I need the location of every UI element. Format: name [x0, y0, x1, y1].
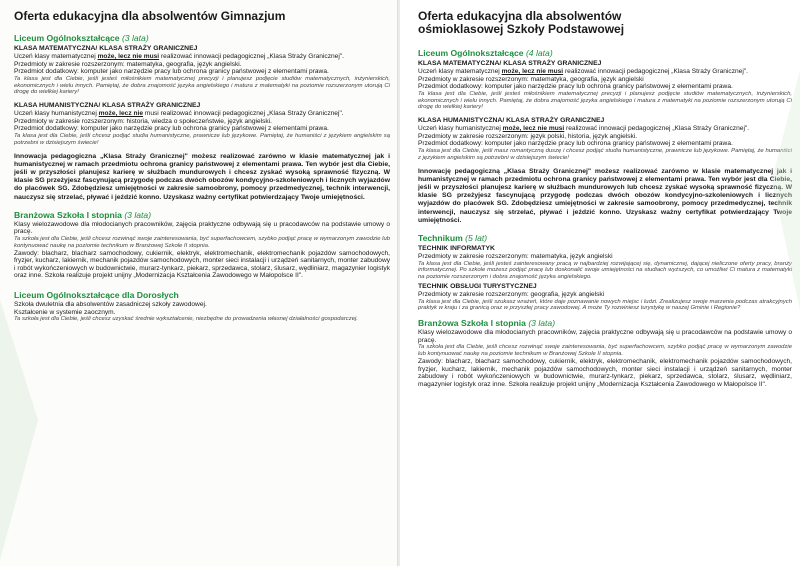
leaf-decoration-icon	[770, 70, 800, 310]
class-note: Ta klasa jest dla Ciebie, jeśli chcesz podjąć studia humanistyczne, prawnicze lub językowe. Pamiętaj, że humaniści z językiem angielskim są potrzebni w dzisiejszym świecie!	[14, 132, 390, 146]
school-note: Ta szkoła jest dla Ciebie, jeśli chcesz uzyskać średnie wykształcenie, niezbędne do prowadzenia własnej działalności gospodarczej.	[14, 316, 358, 323]
class-note: Ta klasa jest dla Ciebie, jeśli jesteś miłośnikiem matematycznej precyzji i planujesz podjęcie studiów matematycznych, inżynierskich, ekonomicznych i wielu innych. Pamiętaj, że dobra znajomość języka angielskiego i matura z matematyki na poziomie rozszerzonym utorują Ci drogę do wielkiej kariery!	[418, 90, 792, 111]
right-page	[400, 0, 800, 566]
school-note: Ta szkoła jest dla Ciebie, jeśli chcesz rozwinąć swoje zainteresowania, być superfachowcem, szybko podjąć pracę w wymarzonym zawodzie lub kontynuować naukę na poziomie technikum w Branżowej Szkole II stopnia.	[14, 235, 390, 249]
class-intro: Uczeń klasy matematycznej może, lecz nie musi realizować innowacji pedagogicznej „Klasa Straży Granicznej".	[418, 68, 748, 75]
class-extra: Przedmiot dodatkowy: komputer jako narzędzie pracy lub ochrona granicy państwowej z elementami prawa.	[14, 125, 329, 133]
school-text-2: Kształcenie w systemie zaocznym.	[14, 308, 116, 316]
class-extra: Przedmiot dodatkowy: komputer jako narzędzie pracy lub ochrona granicy państwowej z elementami prawa.	[14, 68, 329, 76]
class-subjects: Przedmioty w zakresie rozszerzonym: matematyka, język angielski	[418, 252, 613, 260]
school-heading-branzowa: Branżowa Szkoła I stopnia (3 lata)	[418, 318, 556, 329]
class-name: KLASA MATEMATYCZNA/ KLASA STRAŻY GRANICZNEJ	[418, 60, 602, 67]
left-page-title: Oferta edukacyjna dla absolwentów Gimnazjum	[14, 9, 286, 23]
class-name: KLASA MATEMATYCZNA/ KLASA STRAŻY GRANICZNEJ	[14, 45, 198, 52]
class-extra: Przedmiot dodatkowy: komputer jako narzędzie pracy lub ochrona granicy państwowej z elementami prawa.	[418, 140, 733, 148]
school-heading-technikum: Technikum (5 lat)	[418, 232, 488, 243]
class-note: Ta klasa jest dla Ciebie, jeśli jesteś miłośnikiem matematycznej precyzji i planujesz podjęcie studiów matematycznych, inżynierskich, ekonomicznych i wielu innych. Pamiętaj, że dobra znajomość języka angielskiego i matura z matematyki na poziomie rozszerzonym utorują Ci drogę do wielkiej kariery!	[14, 75, 390, 96]
class-note: Ta klasa jest dla Ciebie, jeśli jesteś zainteresowany pracą w najbardziej rozwijającej się, dynamicznej, dającej nieliczone oferty pracy, branży informatycznej. Po szkole możesz podjąć pracę lub doskonalić swoje umiejętności na studiach wyższych, co umożliwi Ci matura z matematyki na poziomie rozszerzonym i dobra znajomość języka angielskiego.	[418, 260, 792, 281]
school-text: Klasy wielozawodowe dla młodocianych pracowników, zajęcia praktyczne odbywają się u pracodawców na podstawie umowy o pracę.	[418, 329, 792, 344]
innovation-description: Innowacja pedagogiczna „Klasa Straży Granicznej" możesz realizować zarówno w klasie matematycznej jak i humanistycznej w ramach przedmiotu ochrona granicy państwowej z elementami prawa. Ten wybór jest dla Ciebie, jeśli w przyszłości planujesz karierę w służbach mundurowych i chcesz zyskać wysoką sprawność fizyczną. W klasie SG przeżyjesz fascynującą przygodę podczas dwóch obozów kondycyjno-szkoleniowych i licznych wyjazdów do placówek SG. Zdobędziesz umiejętności w zakresie samoobrony, pomocy przedmedycznej, technik interwencji, nauczysz się strzelać, pływać i jeździć konno. Uzyskasz ważny certyfikat potwierdzający Twoje umiejętności.	[14, 152, 390, 201]
leaf-decoration-icon	[0, 300, 40, 560]
school-heading-lo-dorosli: Liceum Ogólnokształcące dla Dorosłych	[14, 289, 179, 300]
class-subjects: Przedmioty w zakresie rozszerzonym: geografia, język angielski	[418, 290, 605, 298]
class-name: TECHNIK INFORMATYK	[418, 244, 495, 252]
class-name: KLASA HUMANISTYCZNA/ KLASA STRAŻY GRANICZNEJ	[14, 102, 201, 110]
left-page	[0, 0, 398, 566]
class-note: Ta klasa jest dla Ciebie, jeśli masz romantyczną duszę i chcesz podjąć studia humanistyczne, prawnicze lub językowe. Pamiętaj, że humaniści z językiem angielskim są potrzebni w dzisiejszym świecie!	[418, 147, 792, 161]
class-extra: Przedmiot dodatkowy: komputer jako narzędzie pracy lub ochrona granicy państwowej z elementami prawa.	[418, 83, 733, 91]
class-name: TECHNIK OBSŁUGI TURYSTYCZNEJ	[418, 282, 537, 290]
class-subjects: Przedmioty w zakresie rozszerzonym: matematyka, geografia, język angielski	[418, 75, 644, 83]
professions-list: Zawody: blacharz, blacharz samochodowy, cukiernik, elektryk, elektromechanik, elektromechanik pojazdów samochodowych, fryzjer, kucharz, lakiernik, mechanik pojazdów samochodowych, monter sieci instalacji i urządzeń sanitarnych, monter zabudowy i robót wykończeniowych w budownictwie, murarz-tynkarz, piekarz, sprzedawca, stolarz, ślusarz, wędliniarz, magazynier logistyk oraz inne. Szkoła realizuje projekt unijny „Modernizacja Kształcenia Zawodowego w Małopolsce II".	[14, 249, 390, 280]
school-heading-branzowa: Branżowa Szkoła I stopnia (3 lata)	[14, 209, 152, 220]
school-text: Klasy wielozawodowe dla młodocianych pracowników, zajęcia praktyczne odbywają się u pracodawców na podstawie umowy o pracę.	[14, 220, 390, 236]
class-subjects: Przedmioty w zakresie rozszerzonym: język polski, historia, język angielski.	[418, 132, 638, 140]
class-intro: Uczeń klasy humanistycznej może, lecz nie musi realizować innowacji pedagogicznej „Klasa Straży Granicznej".	[418, 125, 750, 133]
school-note: Ta szkoła jest dla Ciebie, jeśli chcesz rozwinąć swoje zainteresowania, być superfachowcem, szybko podjąć pracę w wymarzonym zawodzie lub kontynuować naukę na poziomie technikum w Branżowej Szkole II stopnia.	[418, 344, 792, 358]
class-name: KLASA HUMANISTYCZNA/ KLASA STRAŻY GRANICZNEJ	[418, 117, 605, 125]
class-subjects: Przedmioty w zakresie rozszerzonym: historia, wiedza o społeczeństwie, język angielski.	[14, 117, 272, 125]
class-subjects: Przedmioty w zakresie rozszerzonym: matematyka, geografia, język angielski.	[14, 60, 242, 68]
professions-list: Zawody: blacharz, blacharz samochodowy, cukiernik, elektryk, elektromechanik, elektromechanik pojazdów samochodowych, fryzjer, kucharz, lakiernik, mechanik pojazdów samochodowych, monter sieci instalacji i urządzeń sanitarnych, monter zabudowy i robót wykończeniowych w budownictwie, murarz-tynkarz, piekarz, sprzedawca, stolarz, ślusarz, wędliniarz, magazynier logistyk oraz inne. Szkoła realizuje projekt unijny „Modernizacja Kształcenia Zawodowego w Małopolsce II".	[418, 357, 792, 388]
innovation-description: Innowację pedagogiczną „Klasa Straży Granicznej" możesz realizować zarówno w klasie matematycznej jak i humanistycznej w ramach przedmiotu ochrona granicy państwowej z elementami prawa. Ten wybór jest dla Ciebie, jeśli w przyszłości planujesz karierę w służbach mundurowych lub chcesz zyskać wysoką sprawność fizyczną. W klasie SG przeżyjesz fascynującą przygodę podczas dwóch obozów kondycyjno-szkoleniowych i licznych wyjazdów do placówek SG. Zdobędziesz umiejętności w zakresie samoobrony, pomocy przedmedycznej, technik interwencji, nauczysz się strzelać, pływać i jeździć konno. Uzyskasz ważny certyfikat potwierdzający Twoje umiejętności.	[418, 167, 792, 224]
class-note: Ta klasa jest dla Ciebie, jeśli szukasz wrażeń, które daje poznawanie nowych miejsc i ludzi. Zrealizujesz swoje marzenia podczas atrakcyjnych praktyk w kraju i za granicą oraz w przyszłej pracy zawodowej. A może Ty rozwiniesz turystykę w naszej Gminie i Regionie?	[418, 298, 792, 312]
right-page-title: Oferta edukacyjna dla absolwentów ośmioklasowej Szkoły Podstawowej	[418, 9, 625, 36]
school-heading-liceum: Liceum Ogólnokształcące (4 lata)	[418, 48, 553, 58]
class-intro: Uczeń klasy humanistycznej może, lecz nie musi realizować innowacji pedagogicznej „Klasa Straży Granicznej".	[14, 110, 344, 118]
school-text: Szkoła dwuletnia dla absolwentów zasadniczej szkoły zawodowej.	[14, 300, 207, 308]
class-intro: Uczeń klasy matematycznej może, lecz nie musi realizować innowacji pedagogicznej „Klasa Straży Granicznej".	[14, 53, 344, 60]
school-heading-liceum: Liceum Ogólnokształcące (3 lata)	[14, 33, 149, 43]
